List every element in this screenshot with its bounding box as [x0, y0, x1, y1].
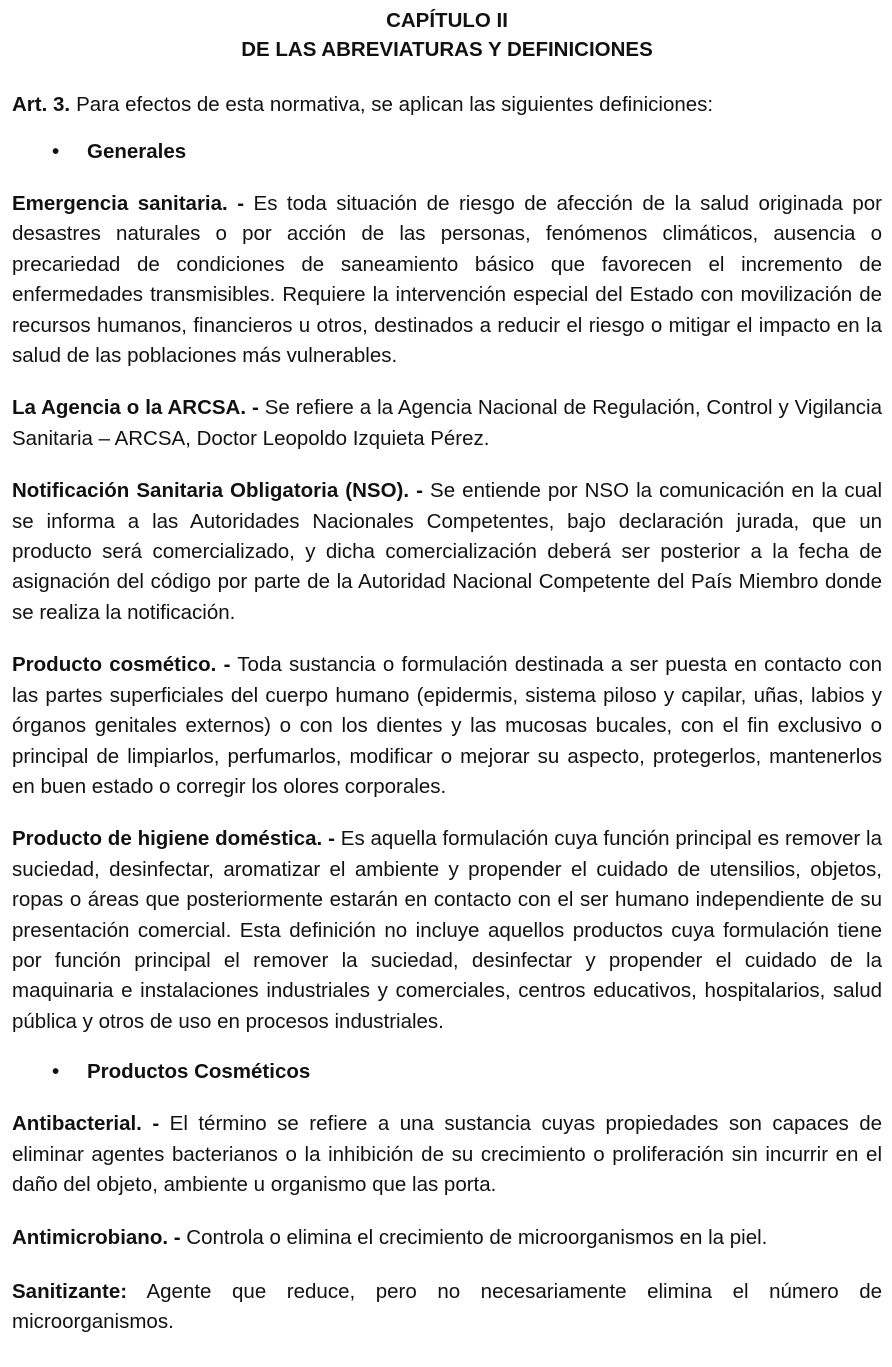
definition-text: Es aquella formulación cuya función principal es remover la suciedad, desinfectar, aromatizar el ambiente y propender el cuidado de utensilios, objetos, ropas o áreas que posteriormente estarán en contacto con el ser humano independiente de su presentación comercial. Esta definición no incluye aquellos productos cuya formulación tiene por función principal el remover la suciedad, desinfectar y propender el cuidado de la maquinaria e instalaciones industriales y comerciales, centros educativos, hospitalarios, salud pública y otros de uso en procesos industriales. [12, 827, 882, 1033]
definition-term: Producto cosmético. - [12, 653, 231, 677]
definition-antibacterial [12, 1109, 882, 1200]
section-heading-label: Generales [87, 140, 187, 163]
definition-text: Se entiende por NSO la comunicación en la cual se informa a las Autoridades Nacionales Competentes, bajo declaración jurada, que un producto será comercializado, y dicha comercialización deberá ser posterior a la fecha de asignación del código por parte de la Autoridad Nacional Competente del País Miembro donde se realiza la notificación. [12, 479, 882, 624]
definition-nso [12, 476, 882, 628]
chapter-title: DE LAS ABREVIATURAS Y DEFINICIONES [241, 38, 653, 61]
section-heading-generales [12, 137, 882, 166]
document-page [12, 0, 882, 1338]
definition-term: Sanitizante: [12, 1279, 128, 1303]
definition-antimicrobiano [12, 1223, 882, 1253]
article-intro [12, 90, 882, 119]
definition-text: El término se refiere a una sustancia cuyas propiedades son capaces de eliminar agentes bacterianos o la inhibición de su crecimiento o proliferación sin incurrir en el daño del objeto, ambiente u organismo que las porta. [12, 1112, 883, 1196]
definition-agencia-arcsa [12, 393, 882, 454]
definition-sanitizante [12, 1277, 882, 1338]
chapter-number: CAPÍTULO II [386, 9, 508, 32]
definition-term: Antimicrobiano. - [12, 1226, 181, 1250]
section-heading-productos-cosmeticos [12, 1057, 882, 1086]
definition-text: Agente que reduce, pero no necesariamente elimina el número de microorganismos. [12, 1279, 882, 1334]
definition-emergencia-sanitaria [12, 189, 882, 371]
definition-text: Se refiere a la Agencia Nacional de Regulación, Control y Vigilancia Sanitaria – ARCSA, Doctor Leopoldo Izquieta Pérez. [12, 396, 882, 450]
section-heading-label: Productos Cosméticos [87, 1060, 311, 1084]
definition-producto-higiene-domestica [12, 824, 882, 1037]
definition-term: Antibacterial. - [12, 1112, 160, 1136]
definition-text: Controla o elimina el crecimiento de microorganismos en la piel. [186, 1226, 768, 1250]
chapter-heading [12, 0, 882, 64]
definition-term: Emergencia sanitaria. - [12, 192, 245, 215]
article-number: Art. 3. [12, 93, 71, 116]
definition-term: La Agencia o la ARCSA. - [12, 396, 259, 420]
bullet-icon: • [52, 1060, 60, 1084]
definition-producto-cosmetico [12, 650, 882, 802]
definition-text: Toda sustancia o formulación destinada a ser puesta en contacto con las partes superficiales del cuerpo humano (epidermis, sistema piloso y capilar, uñas, labios y órganos genitales externos) o con los dientes y las mucosas bucales, con el fin exclusivo o principal de limpiarlos, perfumarlos, modificar o mejorar su aspecto, protegerlos, mantenerlos en buen estado o corregir los olores corporales. [12, 653, 882, 798]
article-text: Para efectos de esta normativa, se aplican las siguientes definiciones: [76, 93, 714, 116]
definition-term: Notificación Sanitaria Obligatoria (NSO). - [12, 479, 423, 503]
bullet-icon: • [52, 140, 60, 163]
definition-term: Producto de higiene doméstica. - [12, 827, 335, 851]
definition-text: Es toda situación de riesgo de afección de la salud originada por desastres naturales o por acción de las personas, fenómenos climáticos, ausencia o precariedad de condiciones de saneamiento básico que favorecen el incremento de enfermedades transmisibles. Requiere la intervención especial del Estado con movilización de recursos humanos, financieros u otros, destinados a reducir el riesgo o mitigar el impacto en la salud de las poblaciones más vulnerables. [12, 192, 882, 368]
